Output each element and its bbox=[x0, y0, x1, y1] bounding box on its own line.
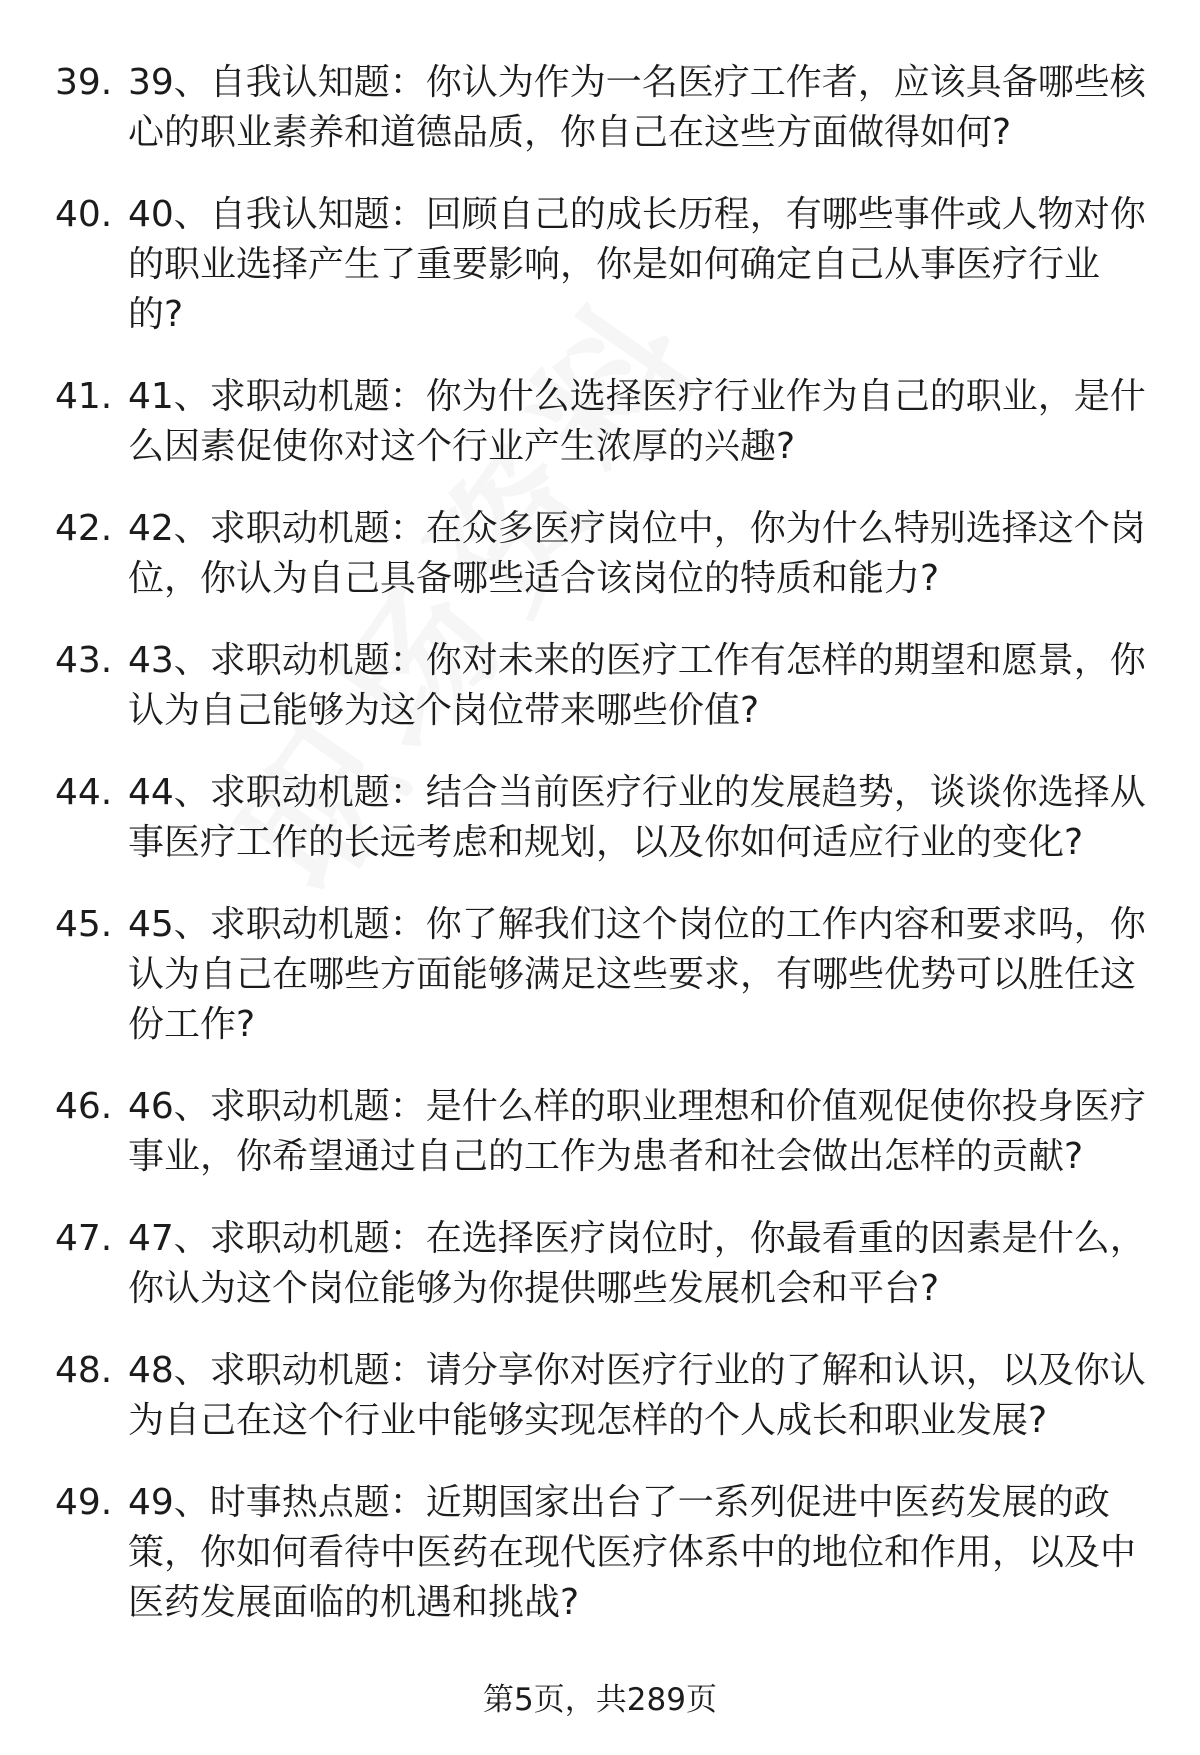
question-number: 42. bbox=[55, 508, 113, 549]
question-number: 44. bbox=[55, 772, 113, 813]
list-item bbox=[0, 372, 1200, 472]
question-text: 45、求职动机题：你了解我们这个岗位的工作内容和要求吗，你认为自己在哪些方面能够满足这些要求，有哪些优势可以胜任这份工作? bbox=[128, 904, 1146, 1045]
question-text: 39、自我认知题：你认为作为一名医疗工作者，应该具备哪些核心的职业素养和道德品质，你自己在这些方面做得如何? bbox=[128, 62, 1146, 153]
list-item bbox=[0, 636, 1200, 736]
question-text: 43、求职动机题：你对未来的医疗工作有怎样的期望和愿景，你认为自己能够为这个岗位带来哪些价值? bbox=[128, 640, 1146, 731]
question-text: 40、自我认知题：回顾自己的成长历程，有哪些事件或人物对你的职业选择产生了重要影响，你是如何确定自己从事医疗行业的? bbox=[128, 194, 1146, 335]
list-item bbox=[0, 1082, 1200, 1182]
list-item bbox=[0, 58, 1200, 158]
list-item bbox=[0, 1214, 1200, 1314]
list-item bbox=[0, 900, 1200, 1050]
question-number: 46. bbox=[55, 1086, 113, 1127]
question-number: 41. bbox=[55, 376, 113, 417]
question-number: 43. bbox=[55, 640, 113, 681]
question-text: 46、求职动机题：是什么样的职业理想和价值观促使你投身医疗事业，你希望通过自己的工作为患者和社会做出怎样的贡献? bbox=[128, 1086, 1146, 1177]
question-text: 44、求职动机题：结合当前医疗行业的发展趋势，谈谈你选择从事医疗工作的长远考虑和规划，以及你如何适应行业的变化? bbox=[128, 772, 1146, 863]
question-number: 49. bbox=[55, 1482, 113, 1523]
question-text: 41、求职动机题：你为什么选择医疗行业作为自己的职业，是什么因素促使你对这个行业产生浓厚的兴趣? bbox=[128, 376, 1146, 467]
list-item bbox=[0, 1478, 1200, 1628]
question-list bbox=[0, 58, 1200, 1660]
list-item bbox=[0, 768, 1200, 868]
question-number: 45. bbox=[55, 904, 113, 945]
list-item bbox=[0, 190, 1200, 340]
page-footer: 第5页，共289页 bbox=[483, 1682, 717, 1718]
list-item bbox=[0, 504, 1200, 604]
question-number: 40. bbox=[55, 194, 113, 235]
question-text: 49、时事热点题：近期国家出台了一系列促进中医药发展的政策，你如何看待中医药在现代医疗体系中的地位和作用，以及中医药发展面临的机遇和挑战? bbox=[128, 1482, 1137, 1623]
question-text: 47、求职动机题：在选择医疗岗位时，你最看重的因素是什么，你认为这个岗位能够为你提供哪些发展机会和平台? bbox=[128, 1218, 1146, 1309]
question-text: 48、求职动机题：请分享你对医疗行业的了解和认识，以及你认为自己在这个行业中能够实现怎样的个人成长和职业发展? bbox=[128, 1350, 1146, 1441]
question-number: 47. bbox=[55, 1218, 113, 1259]
question-text: 42、求职动机题：在众多医疗岗位中，你为什么特别选择这个岗位，你认为自己具备哪些适合该岗位的特质和能力? bbox=[128, 508, 1146, 599]
list-item bbox=[0, 1346, 1200, 1446]
question-number: 39. bbox=[55, 62, 113, 103]
question-number: 48. bbox=[55, 1350, 113, 1391]
